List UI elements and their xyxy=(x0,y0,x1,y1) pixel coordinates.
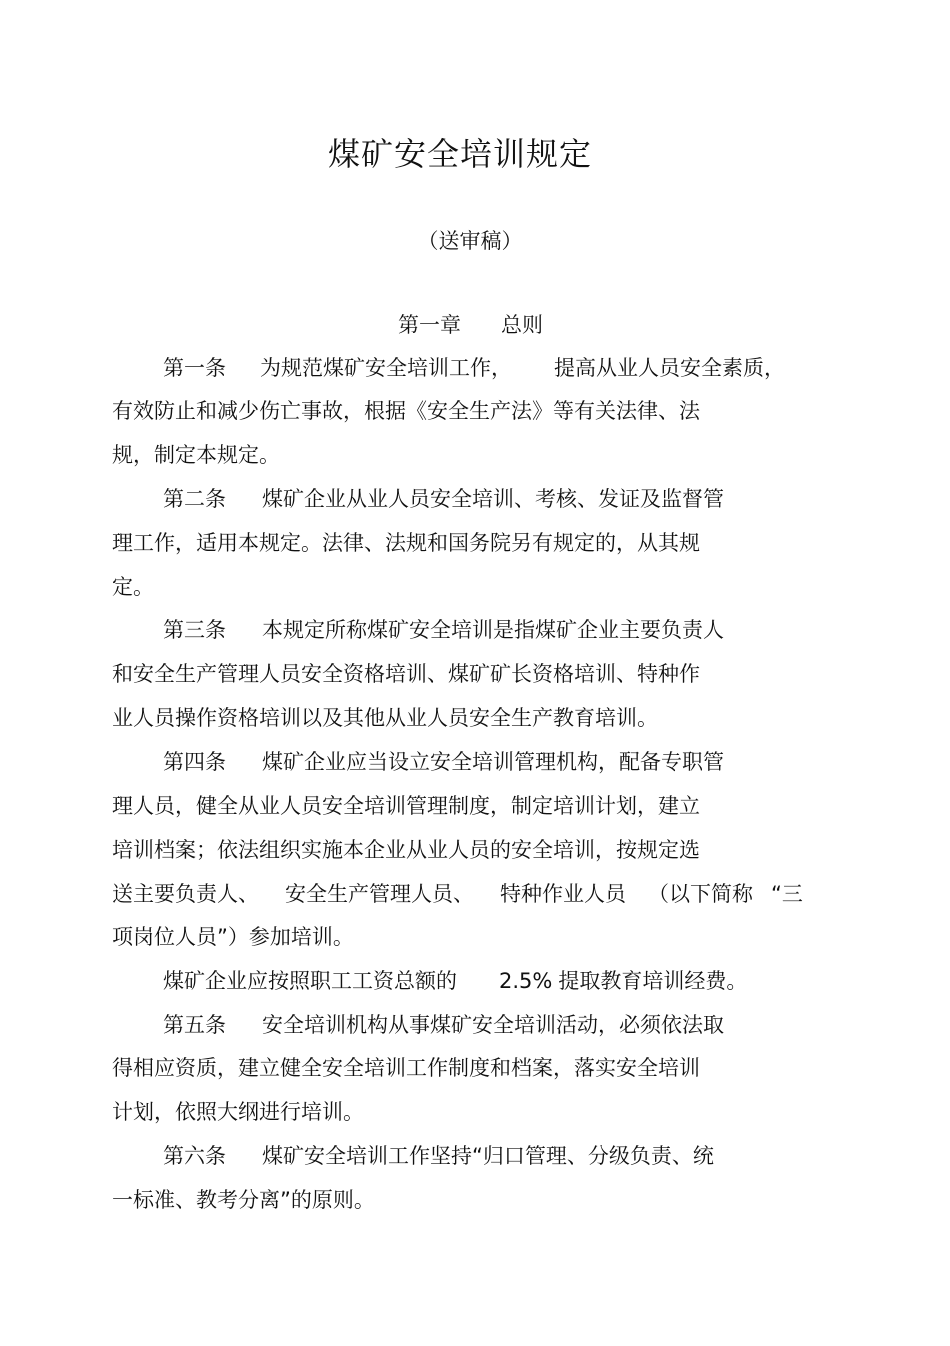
article-label: 第四条 xyxy=(163,750,226,774)
article-text: 安全培训机构从事煤矿安全培训活动，必须依法取 xyxy=(262,1013,724,1037)
article-label: 第三条 xyxy=(163,618,226,642)
article-text: 规，制定本规定。 xyxy=(112,443,280,467)
article-text: 煤矿企业应当设立安全培训管理机构，配备专职管 xyxy=(262,750,724,774)
article-text: 定。 xyxy=(112,575,154,599)
article-text: 本规定所称煤矿安全培训是指煤矿企业主要负责人 xyxy=(262,618,724,642)
article-text: 提取教育培训经费。 xyxy=(558,969,748,993)
article-text: 特种作业人员 xyxy=(500,882,626,906)
article-text: “三 xyxy=(771,882,803,906)
article-text: 理人员，健全从业人员安全培训管理制度，制定培训计划，建立 xyxy=(112,794,700,818)
article-label: 第六条 xyxy=(163,1144,226,1168)
article-label: 第二条 xyxy=(163,487,226,511)
funding-rate: 2.5% xyxy=(499,969,553,993)
document-subtitle: （送审稿） xyxy=(417,229,523,253)
article-text: 计划，依照大纲进行培训。 xyxy=(112,1100,364,1124)
article-text: 得相应资质，建立健全安全培训工作制度和档案，落实安全培训 xyxy=(112,1056,700,1080)
article-text: 一标准、教考分离”的原则。 xyxy=(112,1188,375,1212)
article-text: 煤矿安全培训工作坚持“归口管理、分级负责、统 xyxy=(262,1144,714,1168)
article-text: 和安全生产管理人员安全资格培训、煤矿矿长资格培训、特种作 xyxy=(112,662,700,686)
article-text: 培训档案；依法组织实施本企业从业人员的安全培训，按规定选 xyxy=(112,838,700,862)
article-label: 第五条 xyxy=(163,1013,226,1037)
article-text: 有效防止和减少伤亡事故，根据《安全生产法》等有关法律、法 xyxy=(112,399,700,423)
chapter-number: 第一章 xyxy=(398,313,461,337)
document-title: 煤矿安全培训规定 xyxy=(327,135,592,173)
article-text: （以下简称 xyxy=(648,882,753,906)
article-text: 煤矿企业应按照职工工资总额的 xyxy=(163,969,457,993)
article-text: 理工作，适用本规定。法律、法规和国务院另有规定的，从其规 xyxy=(112,531,700,555)
article-text: 安全生产管理人员、 xyxy=(285,882,474,906)
article-label: 第一条 xyxy=(163,356,226,380)
chapter-name: 总则 xyxy=(501,313,543,337)
article-text: 为规范煤矿安全培训工作， xyxy=(260,356,512,380)
article-text: 送主要负责人、 xyxy=(112,882,259,906)
article-text: 煤矿企业从业人员安全培训、考核、发证及监督管 xyxy=(262,487,724,511)
chapter-heading xyxy=(398,310,543,340)
article-text: 提高从业人员安全素质， xyxy=(554,356,785,380)
article-text: 业人员操作资格培训以及其他从业人员安全生产教育培训。 xyxy=(112,706,658,730)
article-text: 项岗位人员”）参加培训。 xyxy=(112,925,354,949)
